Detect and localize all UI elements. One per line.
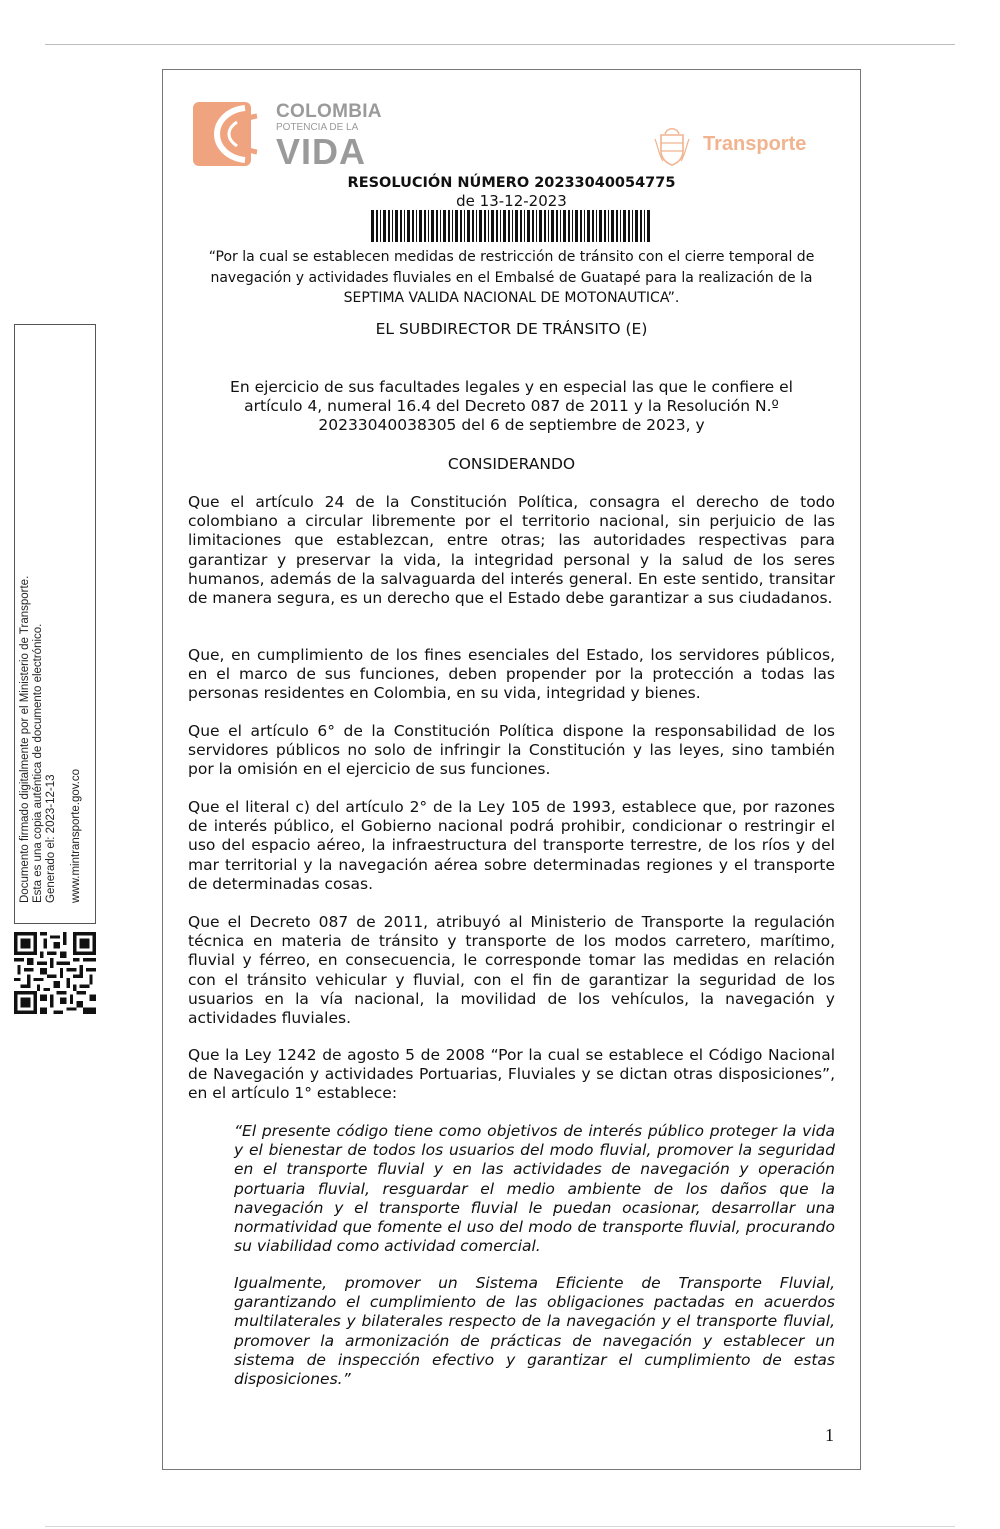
- colombia-logo-mark-icon: [193, 100, 263, 168]
- qr-code-icon: [14, 932, 96, 1014]
- top-divider: [45, 44, 955, 45]
- paragraph-3: Que el artículo 6° de la Constitución Política dispone la responsabilidad de los servidores públicos no solo de infringir la Constitución y las leyes, sino también por la omisión en el ejercicio de sus funciones.: [188, 722, 835, 779]
- paragraph-4: Que el literal c) del artículo 2° de la Ley 105 de 1993, establece que, por razones de interés público, el Gobierno nacional podrá prohibir, condicionar o restringir el uso del espacio aéreo, la infraestructura del transporte terrestre, de los ríos y del mar territorial y la navegación aérea sobre determinadas regiones y el transporte de determinadas cosas.: [188, 798, 835, 893]
- signature-line-2: Esta es una copia auténtica de documento electrónico.: [32, 623, 44, 903]
- paragraph-6: Que la Ley 1242 de agosto 5 de 2008 “Por la cual se establece el Código Nacional de Navegación y actividades Portuarias, Fluviales y se dictan otras disposiciones”, en el artículo 1° establece:: [188, 1046, 835, 1103]
- signature-website: www.mintransporte.gov.co: [70, 768, 82, 903]
- logo-line-potencia: POTENCIA DE LA: [276, 122, 359, 133]
- paragraph-5: Que el Decreto 087 de 2011, atribuyó al Ministerio de Transporte la regulación técnica en materia de tránsito y transporte de los modos carretero, marítimo, fluvial y férreo, en consecuencia, le corresponde tomar las medidas en relación con el tránsito vehicular y fluvial, con el fin de garantizar la seguridad de los usuarios en la vía nacional, la movilidad de los vehículos, la navegación y actividades fluviales.: [188, 913, 835, 1028]
- resolution-title: RESOLUCIÓN NÚMERO 20233040054775: [347, 175, 676, 191]
- transporte-logo: [653, 125, 823, 169]
- page-number: 1: [825, 1425, 834, 1445]
- colombia-logo-text: [276, 102, 406, 170]
- quote-paragraph-2: Igualmente, promover un Sistema Eficiente de Transporte Fluvial, garantizando el cumplimiento de las obligaciones pactadas en acuerdos multilaterales y bilaterales respecto de la navegación y el transporte fluvial, promover la armonización de prácticas de navegación y establecer un sistema de inspección efectivo y garantizar el cumplimiento de estas disposiciones.”: [234, 1274, 835, 1389]
- document-page: [162, 69, 861, 1470]
- legal-faculties: En ejercicio de sus facultades legales y en especial las que le confiere el artículo 4, numeral 16.4 del Decreto 087 de 2011 y la Resolución N.º 20233040038305 del 6 de septiembre de 2023, y: [230, 378, 793, 435]
- colombia-logo: [193, 100, 393, 172]
- coat-of-arms-icon: [653, 125, 691, 167]
- resolution-subject: “Por la cual se establecen medidas de restricción de tránsito con el cierre temporal de navegación y actividades fluviales en el Embalsé de Guatapé para la realización de la SEPTIMA VALIDA NACIONAL DE MOTONAUTICA”.: [208, 249, 815, 306]
- transporte-logo-text: Transporte: [703, 133, 807, 155]
- digital-signature-box: [14, 324, 96, 924]
- digital-signature-text: [15, 325, 97, 925]
- logo-line-colombia: COLOMBIA: [276, 101, 382, 122]
- bottom-divider: [45, 1526, 955, 1527]
- resolution-date: de 13-12-2023: [456, 192, 567, 210]
- signature-line-1: Documento firmado digitalmente por el Ministerio de Transporte.: [19, 575, 31, 903]
- quote-paragraph-1: “El presente código tiene como objetivos de interés público proteger la vida y el bienestar de todos los usuarios del modo fluvial, promover la seguridad en el transporte fluvial y en las actividades de navegación y operación portuaria fluvial, resguardar el medio ambiente de los daños que la navegación y el transporte fluvial le puedan ocasionar, desarrollar una normatividad que fomente el uso del modo de transporte fluvial, procurando su viabilidad como actividad comercial.: [234, 1122, 835, 1256]
- barcode-icon: [371, 210, 653, 242]
- logo-line-vida: VIDA: [276, 131, 367, 172]
- signature-line-3: Generado el: 2023-12-13: [45, 774, 57, 903]
- issuing-authority: EL SUBDIRECTOR DE TRÁNSITO (E): [375, 320, 648, 338]
- considering-heading: CONSIDERANDO: [447, 455, 576, 473]
- paragraph-1: Que el artículo 24 de la Constitución Política, consagra el derecho de todo colombiano a circular libremente por el territorio nacional, sin perjuicio de las limitaciones que establezcan, entre otras; las autoridades respectivas para garantizar y preservar la vida, la integridad personal y la salud de los seres humanos, además de la salvaguarda del interés general. En este sentido, transitar de manera segura, es un derecho que el Estado debe garantizar a sus ciudadanos.: [188, 493, 835, 608]
- paragraph-2: Que, en cumplimiento de los fines esenciales del Estado, los servidores públicos, en el marco de sus funciones, deben propender por la protección a todas las personas residentes en Colombia, en su vida, integridad y bienes.: [188, 646, 835, 703]
